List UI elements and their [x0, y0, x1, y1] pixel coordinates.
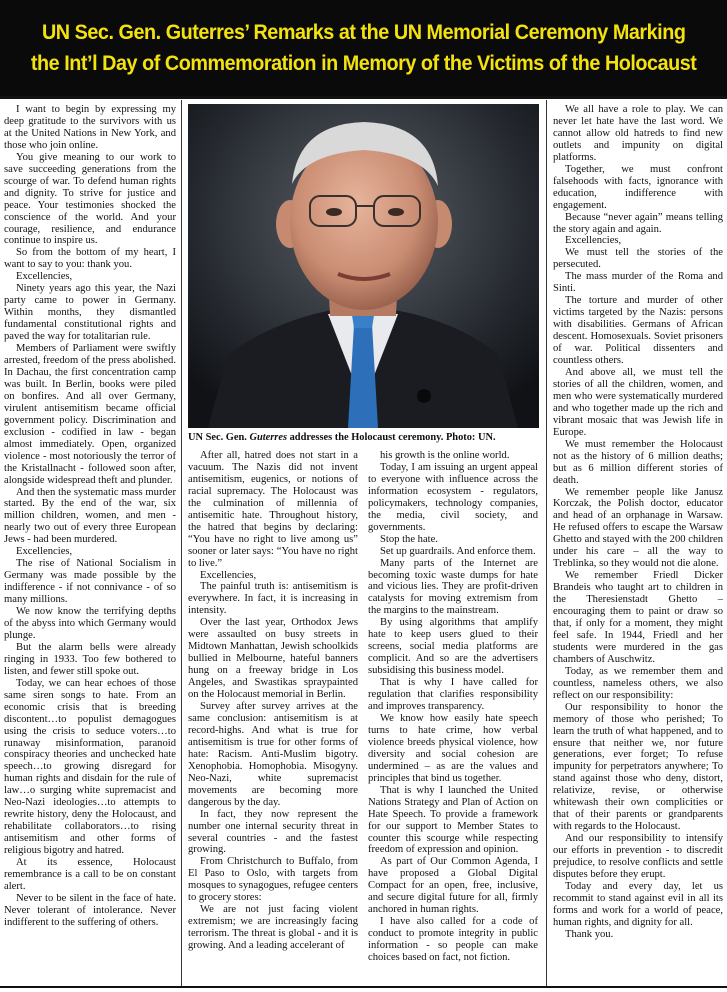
paragraph: Never to be silent in the face of hate. Never tolerant of intolerance. Never indifferent to the suffering of others.: [4, 892, 176, 928]
paragraph: And above all, we must tell the stories of all the children, women, and men who were systematically murdered and who together made up the rich and vibrant mosaic that was Jewish life in Europe.: [553, 366, 723, 438]
paragraph: Today, we can hear echoes of those same siren songs to hate. From an economic crisis that is breeding discontent…to populist demagogues using the crisis to seduce voters…to runaway misinformation, paranoid conspiracy theories and unchecked hate speech…to growing disregard for human rights and disdain for the rule of law…o surging white supremacist and Neo-Nazi ideologies…to attempts to rewrite history, deny the Holocaust, and rehabilitate collaborators…to rising antisemitism and other forms of religious bigotry and hatred.: [4, 677, 176, 857]
paragraph: Excellencies,: [200, 569, 257, 581]
paragraph: You give meaning to our work to save succeeding generations from the scourge of war. To defend human rights and dignity. To strive for justice and peace. Your testimonies shocked the conscience of the world. And your courage, resilience, and endurance continue to inspire us.: [4, 151, 176, 247]
paragraph: After all, hatred does not start in a vacuum. The Nazis did not invent antisemitism, eugenics, or notions of racial supremacy. The Holocaust was the culmination of millennia of antisemitic hate. Throughout history, the hatred that begins by declaring: “You have no right to live among us” sooner or later says: “You have no right to live.”: [188, 450, 358, 569]
paragraph: So from the bottom of my heart, I want to say to you: thank you.: [4, 247, 176, 271]
article-column-1: [4, 104, 176, 984]
caption-rest: addresses the Holocaust ceremony.: [287, 432, 444, 443]
paragraph: Today, I am issuing an urgent appeal to everyone with influence across the information ecosystem - regulators, policymakers, technology companies, the media, civil society, and governments.: [368, 461, 538, 533]
portrait-illustration: [188, 104, 539, 428]
paragraph: The torture and murder of other victims targeted by the Nazis: persons with disabilities. Germans of African descent. Homosexuals. Soviet prisoners of war. Political dissenters and countless others.: [553, 295, 723, 367]
paragraph: Ninety years ago this year, the Nazi party came to power in Germany. Within months, they dismantled fundamental constitutional rights and paved the way for totalitarian rule.: [4, 283, 176, 343]
article-column-2: [188, 450, 358, 984]
paragraph: By using algorithms that amplify hate to keep users glued to their screens, social media platforms are complicit. And so are the advertisers subsidising this business model.: [368, 617, 538, 677]
headline-line-1: UN Sec. Gen. Guterres’ Remarks at the UN Memorial Ceremony Marking: [41, 20, 686, 44]
paragraph: That is why I have called for regulation that clarifies responsibility and improves transparency.: [368, 677, 538, 713]
paragraph: In fact, they now represent the number one internal security threat in several countries - and the fastest growing.: [188, 808, 358, 856]
paragraph: Members of Parliament were swiftly arrested, freedom of the press abolished. In Dachau, the first concentration camp was built. In Berlin, books were piled on bonfires. And all over Germany, virulent antisemitism became official government policy. Discrimination and exclusion - codified in law - began almost immediately. Open, organized violence - most notoriously the terror of the Kristallnacht - followed soon after, alongside widespread theft and plunder.: [4, 343, 176, 486]
guterres-portrait-photo: [188, 104, 539, 428]
paragraph: We remember Friedl Dicker Brandeis who taught art to children in the Theresienstadt Ghetto – encouraging them to paint or draw so that, if only for a moment, they might feel safe. In 1944, Friedl and her students were murdered in the gas chambers of Auschwitz.: [553, 570, 723, 665]
headline-banner: [0, 0, 727, 96]
paragraph: Excellencies,: [16, 546, 73, 558]
paragraph: That is why I launched the United Nations Strategy and Plan of Action on Hate Speech. To provide a framework for our support to Member States to counter this scourge while respecting freedom of expression and opinion.: [368, 784, 538, 856]
paragraph: We now know the terrifying depths of the abyss into which Germany would plunge.: [4, 606, 176, 641]
paragraph: his growth is the online world.: [380, 450, 510, 461]
paragraph: And then the systematic mass murder started. By the end of the war, six million children, women, and men - nearly two out of every three European Jews - had been murdered.: [4, 486, 176, 546]
article-column-3: [368, 450, 538, 984]
article-column-4: [553, 104, 723, 984]
column-divider-1: [181, 100, 182, 986]
paragraph: But the alarm bells were already ringing in 1933. Too few bothered to listen, and fewer still spoke out.: [4, 641, 176, 677]
paragraph: Survey after survey arrives at the same conclusion: antisemitism is at record-highs. And what is true for antisemitism is true for other forms of hate: Racism. Anti-Muslim bigotry. Xenophobia. Homophobia. Misogyny. Neo-Nazi, white supremacist movements are becoming more dangerous by the day.: [188, 701, 358, 808]
paragraph: At its essence, Holocaust remembrance is a call to be on constant alert.: [4, 857, 176, 892]
paragraph: Excellencies,: [16, 271, 73, 283]
paragraph: Our responsibility to honor the memory of those who perished; To learn the truth of what happened, and to ensure that neither we, nor future generations, ever forget; To refuse impunity for perpetrators anywhere; To stand against those who deny, distort, relativize, revise, or otherwise whitewash their own complicities or that of their parents or grandparents with regards to the Holocaust.: [553, 701, 723, 833]
paragraph: We must remember the Holocaust not as the history of 6 million deaths; but as 6 million different stories of death.: [553, 438, 723, 486]
top-rule: [0, 96, 727, 99]
paragraph: Many parts of the Internet are becoming toxic waste dumps for hate and vicious lies. They are profit-driven catalysts for moving extremism from the margins to the mainstream.: [368, 557, 538, 617]
caption-credit: Photo: UN.: [443, 432, 496, 443]
paragraph: Stop the hate.: [380, 533, 438, 545]
paragraph: We remember people like Janusz Korczak, the Polish doctor, educator and head of an orphanage in Warsaw. He refused offers to escape the Warsaw Ghetto and stayed with the 200 children under his care – all the way to Treblinka, so they would not die alone.: [553, 486, 723, 570]
paragraph: We must tell the stories of the persecuted.: [553, 247, 723, 271]
paragraph: Excellencies,: [565, 235, 622, 247]
paragraph: The mass murder of the Roma and Sinti.: [553, 271, 723, 295]
column-divider-2: [546, 100, 547, 986]
paragraph: Today and every day, let us recommit to stand against evil in all its forms and work for a world of peace, human rights, and dignity for all.: [553, 880, 723, 928]
paragraph: Set up guardrails. And enforce them.: [380, 545, 536, 557]
photo-caption: [188, 431, 548, 444]
caption-lead: UN Sec. Gen.: [188, 432, 250, 443]
headline-line-2: the Int’l Day of Commemoration in Memory of the Victims of the Holocaust: [30, 51, 697, 75]
paragraph: We know how easily hate speech turns to hate crime, how verbal violence breeds physical violence, how diversity and social cohesion are undermined – as are the values and principles that bind us together.: [368, 712, 538, 784]
paragraph: The painful truth is: antisemitism is everywhere. In fact, it is increasing in intensity.: [188, 581, 358, 617]
paragraph: We all have a role to play. We can never let hate have the last word. We cannot allow old hatreds to find new outlets and impunity on digital platforms.: [553, 104, 723, 163]
paragraph: Today, as we remember them and countless, nameless others, we also reflect on our responsibility:: [553, 665, 723, 701]
paragraph: I have also called for a code of conduct to promote integrity in public information - so people can make choices based on fact, not fiction.: [368, 916, 538, 964]
paragraph: From Christchurch to Buffalo, from El Paso to Oslo, with targets from mosques to synagogues, refugee centers to grocery stores:: [188, 856, 358, 904]
paragraph: Together, we must confront falsehoods with facts, ignorance with education, indifference with engagement.: [553, 163, 723, 211]
paragraph: Because “never again” means telling the story again and again.: [553, 211, 723, 235]
bottom-rule: [0, 986, 727, 988]
paragraph: And our responsibility to intensify our efforts in prevention - to discredit prejudice, to resolve conflicts and settle disputes before they erupt.: [553, 833, 723, 880]
paragraph: Thank you.: [565, 928, 614, 940]
paragraph: We are not just facing violent extremism; we are increasingly facing terrorism. The threat is global - and it is growing. And a leading accelerant of: [188, 904, 358, 952]
paragraph: The rise of National Socialism in Germany was made possible by the indifference - if not connivance - of so many millions.: [4, 558, 176, 606]
caption-name: Guterres: [249, 432, 288, 443]
paragraph: I want to begin by expressing my deep gratitude to the survivors with us at the United Nations in New York, and those who join online.: [4, 104, 176, 151]
paragraph: Over the last year, Orthodox Jews were assaulted on busy streets in Midtown Manhattan, Jewish schoolkids bullied in Melbourne, hateful banners hung on a freeway bridge in Los Angeles, and Swastikas spraypainted on the Holocaust memorial in Berlin.: [188, 617, 358, 701]
paragraph: As part of Our Common Agenda, I have proposed a Global Digital Compact for an open, free, inclusive, and secure digital future for all, firmly anchored in human rights.: [368, 856, 538, 916]
